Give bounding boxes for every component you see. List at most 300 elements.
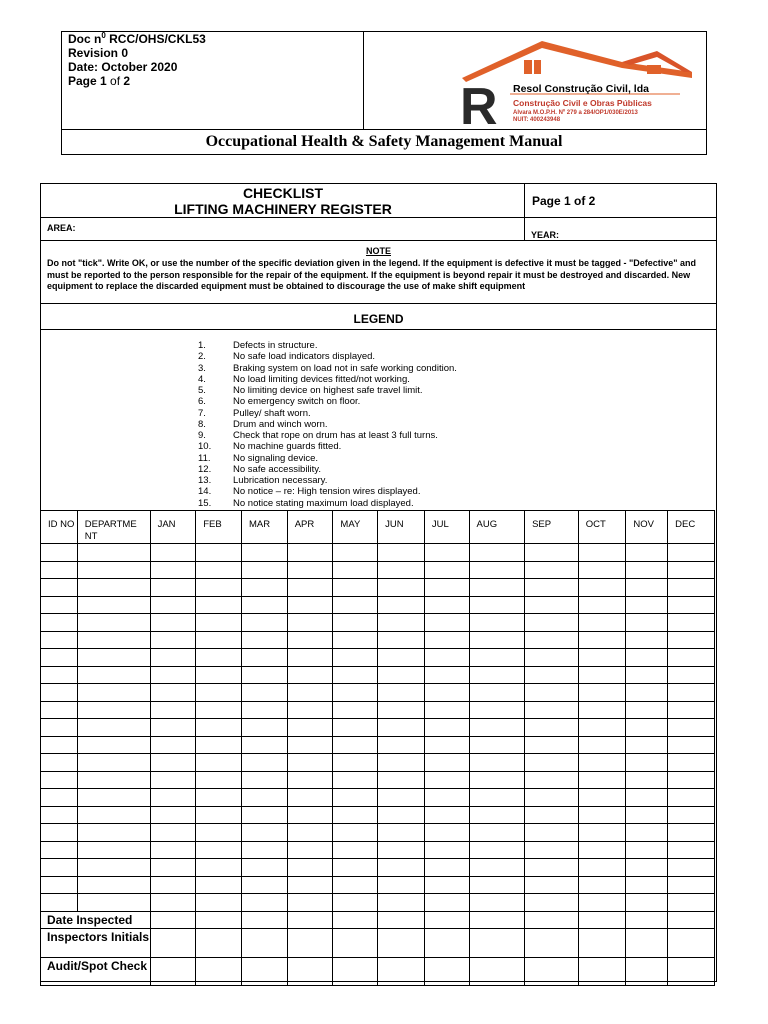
entry-cell[interactable] (469, 544, 525, 562)
entry-cell[interactable] (241, 684, 287, 702)
entry-cell[interactable] (626, 596, 668, 614)
entry-cell[interactable] (77, 754, 150, 772)
entry-cell[interactable] (150, 859, 196, 877)
entry-cell[interactable] (578, 841, 626, 859)
entry-cell[interactable] (424, 911, 469, 928)
entry-cell[interactable] (77, 806, 150, 824)
entry-cell[interactable] (424, 719, 469, 737)
entry-cell[interactable] (196, 666, 242, 684)
entry-cell[interactable] (196, 561, 242, 579)
entry-cell[interactable] (41, 859, 78, 877)
entry-cell[interactable] (424, 928, 469, 957)
entry-cell[interactable] (150, 579, 196, 597)
entry-cell[interactable] (578, 894, 626, 912)
entry-cell[interactable] (668, 789, 715, 807)
entry-cell[interactable] (578, 631, 626, 649)
entry-cell[interactable] (626, 701, 668, 719)
entry-cell[interactable] (77, 544, 150, 562)
entry-cell[interactable] (578, 736, 626, 754)
entry-cell[interactable] (378, 928, 425, 957)
entry-cell[interactable] (469, 596, 525, 614)
entry-cell[interactable] (668, 841, 715, 859)
entry-cell[interactable] (241, 719, 287, 737)
entry-cell[interactable] (578, 911, 626, 928)
entry-cell[interactable] (626, 841, 668, 859)
entry-cell[interactable] (287, 649, 333, 667)
entry-cell[interactable] (77, 736, 150, 754)
entry-cell[interactable] (424, 789, 469, 807)
entry-cell[interactable] (378, 894, 425, 912)
entry-cell[interactable] (578, 666, 626, 684)
entry-cell[interactable] (525, 824, 579, 842)
entry-cell[interactable] (241, 596, 287, 614)
entry-cell[interactable] (469, 789, 525, 807)
entry-cell[interactable] (77, 789, 150, 807)
entry-cell[interactable] (626, 631, 668, 649)
entry-cell[interactable] (668, 666, 715, 684)
entry-cell[interactable] (77, 771, 150, 789)
entry-cell[interactable] (626, 561, 668, 579)
entry-cell[interactable] (378, 771, 425, 789)
entry-cell[interactable] (287, 719, 333, 737)
entry-cell[interactable] (525, 736, 579, 754)
entry-cell[interactable] (378, 957, 425, 985)
entry-cell[interactable] (241, 754, 287, 772)
entry-cell[interactable] (469, 579, 525, 597)
entry-cell[interactable] (241, 894, 287, 912)
entry-cell[interactable] (378, 614, 425, 632)
entry-cell[interactable] (424, 614, 469, 632)
entry-cell[interactable] (196, 824, 242, 842)
entry-cell[interactable] (525, 789, 579, 807)
entry-cell[interactable] (525, 754, 579, 772)
entry-cell[interactable] (150, 911, 196, 928)
entry-cell[interactable] (626, 957, 668, 985)
entry-cell[interactable] (378, 561, 425, 579)
entry-cell[interactable] (150, 876, 196, 894)
entry-cell[interactable] (626, 911, 668, 928)
entry-cell[interactable] (469, 824, 525, 842)
entry-cell[interactable] (196, 928, 242, 957)
entry-cell[interactable] (333, 859, 378, 877)
entry-cell[interactable] (378, 789, 425, 807)
entry-cell[interactable] (626, 614, 668, 632)
entry-cell[interactable] (378, 666, 425, 684)
entry-cell[interactable] (333, 579, 378, 597)
entry-cell[interactable] (578, 806, 626, 824)
entry-cell[interactable] (578, 876, 626, 894)
entry-cell[interactable] (287, 701, 333, 719)
entry-cell[interactable] (241, 561, 287, 579)
entry-cell[interactable] (77, 614, 150, 632)
entry-cell[interactable] (333, 631, 378, 649)
entry-cell[interactable] (525, 631, 579, 649)
entry-cell[interactable] (469, 771, 525, 789)
entry-cell[interactable] (469, 894, 525, 912)
entry-cell[interactable] (333, 789, 378, 807)
entry-cell[interactable] (333, 719, 378, 737)
entry-cell[interactable] (626, 736, 668, 754)
entry-cell[interactable] (333, 666, 378, 684)
entry-cell[interactable] (77, 631, 150, 649)
entry-cell[interactable] (626, 876, 668, 894)
entry-cell[interactable] (287, 824, 333, 842)
entry-cell[interactable] (424, 824, 469, 842)
entry-cell[interactable] (241, 579, 287, 597)
entry-cell[interactable] (77, 894, 150, 912)
entry-cell[interactable] (525, 876, 579, 894)
entry-cell[interactable] (196, 789, 242, 807)
entry-cell[interactable] (77, 876, 150, 894)
entry-cell[interactable] (469, 736, 525, 754)
entry-cell[interactable] (41, 596, 78, 614)
entry-cell[interactable] (41, 579, 78, 597)
entry-cell[interactable] (626, 928, 668, 957)
entry-cell[interactable] (41, 754, 78, 772)
entry-cell[interactable] (525, 806, 579, 824)
entry-cell[interactable] (150, 596, 196, 614)
entry-cell[interactable] (77, 841, 150, 859)
entry-cell[interactable] (196, 754, 242, 772)
entry-cell[interactable] (578, 824, 626, 842)
entry-cell[interactable] (241, 841, 287, 859)
entry-cell[interactable] (287, 841, 333, 859)
entry-cell[interactable] (578, 579, 626, 597)
entry-cell[interactable] (626, 754, 668, 772)
entry-cell[interactable] (424, 649, 469, 667)
entry-cell[interactable] (469, 754, 525, 772)
entry-cell[interactable] (525, 579, 579, 597)
entry-cell[interactable] (241, 701, 287, 719)
entry-cell[interactable] (196, 859, 242, 877)
entry-cell[interactable] (668, 736, 715, 754)
entry-cell[interactable] (668, 876, 715, 894)
entry-cell[interactable] (578, 771, 626, 789)
entry-cell[interactable] (196, 771, 242, 789)
entry-cell[interactable] (525, 649, 579, 667)
entry-cell[interactable] (378, 596, 425, 614)
entry-cell[interactable] (77, 824, 150, 842)
entry-cell[interactable] (469, 666, 525, 684)
entry-cell[interactable] (525, 928, 579, 957)
entry-cell[interactable] (626, 771, 668, 789)
entry-cell[interactable] (525, 957, 579, 985)
entry-cell[interactable] (469, 631, 525, 649)
entry-cell[interactable] (41, 789, 78, 807)
entry-cell[interactable] (578, 684, 626, 702)
entry-cell[interactable] (41, 841, 78, 859)
entry-cell[interactable] (424, 596, 469, 614)
entry-cell[interactable] (241, 957, 287, 985)
entry-cell[interactable] (626, 789, 668, 807)
entry-cell[interactable] (668, 928, 715, 957)
entry-cell[interactable] (77, 666, 150, 684)
entry-cell[interactable] (469, 561, 525, 579)
entry-cell[interactable] (333, 894, 378, 912)
entry-cell[interactable] (150, 544, 196, 562)
entry-cell[interactable] (287, 631, 333, 649)
entry-cell[interactable] (333, 806, 378, 824)
entry-cell[interactable] (626, 579, 668, 597)
entry-cell[interactable] (77, 859, 150, 877)
entry-cell[interactable] (469, 841, 525, 859)
entry-cell[interactable] (287, 957, 333, 985)
entry-cell[interactable] (578, 561, 626, 579)
entry-cell[interactable] (150, 631, 196, 649)
entry-cell[interactable] (41, 736, 78, 754)
entry-cell[interactable] (77, 561, 150, 579)
entry-cell[interactable] (333, 957, 378, 985)
entry-cell[interactable] (41, 561, 78, 579)
entry-cell[interactable] (196, 719, 242, 737)
entry-cell[interactable] (333, 928, 378, 957)
entry-cell[interactable] (196, 596, 242, 614)
entry-cell[interactable] (424, 736, 469, 754)
entry-cell[interactable] (424, 806, 469, 824)
entry-cell[interactable] (668, 561, 715, 579)
entry-cell[interactable] (333, 911, 378, 928)
entry-cell[interactable] (241, 859, 287, 877)
entry-cell[interactable] (469, 649, 525, 667)
entry-cell[interactable] (525, 666, 579, 684)
entry-cell[interactable] (287, 666, 333, 684)
entry-cell[interactable] (378, 684, 425, 702)
entry-cell[interactable] (378, 911, 425, 928)
entry-cell[interactable] (287, 928, 333, 957)
entry-cell[interactable] (196, 649, 242, 667)
entry-cell[interactable] (525, 544, 579, 562)
entry-cell[interactable] (241, 911, 287, 928)
entry-cell[interactable] (196, 736, 242, 754)
entry-cell[interactable] (287, 859, 333, 877)
entry-cell[interactable] (287, 684, 333, 702)
entry-cell[interactable] (196, 911, 242, 928)
entry-cell[interactable] (469, 876, 525, 894)
entry-cell[interactable] (668, 631, 715, 649)
year-cell[interactable] (525, 218, 716, 241)
entry-cell[interactable] (626, 544, 668, 562)
entry-cell[interactable] (668, 806, 715, 824)
entry-cell[interactable] (150, 754, 196, 772)
entry-cell[interactable] (469, 614, 525, 632)
entry-cell[interactable] (241, 824, 287, 842)
entry-cell[interactable] (378, 649, 425, 667)
entry-cell[interactable] (525, 911, 579, 928)
entry-cell[interactable] (626, 649, 668, 667)
entry-cell[interactable] (333, 771, 378, 789)
entry-cell[interactable] (378, 579, 425, 597)
entry-cell[interactable] (77, 684, 150, 702)
entry-cell[interactable] (424, 631, 469, 649)
area-cell[interactable] (41, 218, 525, 241)
entry-cell[interactable] (469, 719, 525, 737)
entry-cell[interactable] (668, 579, 715, 597)
entry-cell[interactable] (424, 957, 469, 985)
entry-cell[interactable] (668, 771, 715, 789)
entry-cell[interactable] (77, 719, 150, 737)
entry-cell[interactable] (333, 561, 378, 579)
entry-cell[interactable] (578, 957, 626, 985)
entry-cell[interactable] (333, 614, 378, 632)
entry-cell[interactable] (378, 841, 425, 859)
entry-cell[interactable] (333, 684, 378, 702)
entry-cell[interactable] (150, 649, 196, 667)
entry-cell[interactable] (668, 957, 715, 985)
entry-cell[interactable] (150, 736, 196, 754)
entry-cell[interactable] (578, 859, 626, 877)
entry-cell[interactable] (150, 561, 196, 579)
entry-cell[interactable] (626, 824, 668, 842)
entry-cell[interactable] (578, 614, 626, 632)
entry-cell[interactable] (578, 754, 626, 772)
entry-cell[interactable] (668, 719, 715, 737)
entry-cell[interactable] (41, 824, 78, 842)
entry-cell[interactable] (424, 684, 469, 702)
entry-cell[interactable] (241, 771, 287, 789)
entry-cell[interactable] (668, 894, 715, 912)
entry-cell[interactable] (196, 957, 242, 985)
entry-cell[interactable] (525, 771, 579, 789)
entry-cell[interactable] (424, 666, 469, 684)
entry-cell[interactable] (41, 614, 78, 632)
entry-cell[interactable] (41, 894, 78, 912)
entry-cell[interactable] (626, 806, 668, 824)
entry-cell[interactable] (333, 596, 378, 614)
entry-cell[interactable] (287, 754, 333, 772)
entry-cell[interactable] (525, 859, 579, 877)
entry-cell[interactable] (424, 544, 469, 562)
entry-cell[interactable] (287, 771, 333, 789)
entry-cell[interactable] (525, 894, 579, 912)
entry-cell[interactable] (196, 841, 242, 859)
entry-cell[interactable] (196, 806, 242, 824)
entry-cell[interactable] (150, 684, 196, 702)
entry-cell[interactable] (287, 736, 333, 754)
entry-cell[interactable] (196, 684, 242, 702)
entry-cell[interactable] (287, 614, 333, 632)
entry-cell[interactable] (287, 876, 333, 894)
entry-cell[interactable] (424, 701, 469, 719)
entry-cell[interactable] (150, 789, 196, 807)
entry-cell[interactable] (150, 806, 196, 824)
entry-cell[interactable] (578, 596, 626, 614)
entry-cell[interactable] (241, 614, 287, 632)
entry-cell[interactable] (626, 859, 668, 877)
entry-cell[interactable] (525, 561, 579, 579)
entry-cell[interactable] (668, 754, 715, 772)
entry-cell[interactable] (241, 928, 287, 957)
entry-cell[interactable] (378, 859, 425, 877)
entry-cell[interactable] (469, 684, 525, 702)
entry-cell[interactable] (668, 859, 715, 877)
entry-cell[interactable] (578, 789, 626, 807)
entry-cell[interactable] (41, 666, 78, 684)
entry-cell[interactable] (424, 841, 469, 859)
entry-cell[interactable] (378, 701, 425, 719)
entry-cell[interactable] (424, 876, 469, 894)
entry-cell[interactable] (77, 579, 150, 597)
entry-cell[interactable] (378, 806, 425, 824)
entry-cell[interactable] (525, 719, 579, 737)
entry-cell[interactable] (578, 544, 626, 562)
entry-cell[interactable] (469, 928, 525, 957)
entry-cell[interactable] (424, 894, 469, 912)
entry-cell[interactable] (241, 789, 287, 807)
entry-cell[interactable] (150, 666, 196, 684)
entry-cell[interactable] (150, 894, 196, 912)
entry-cell[interactable] (333, 649, 378, 667)
entry-cell[interactable] (41, 806, 78, 824)
entry-cell[interactable] (469, 957, 525, 985)
entry-cell[interactable] (525, 841, 579, 859)
entry-cell[interactable] (525, 684, 579, 702)
entry-cell[interactable] (150, 614, 196, 632)
entry-cell[interactable] (578, 701, 626, 719)
entry-cell[interactable] (333, 544, 378, 562)
entry-cell[interactable] (41, 701, 78, 719)
entry-cell[interactable] (333, 876, 378, 894)
entry-cell[interactable] (525, 701, 579, 719)
entry-cell[interactable] (469, 806, 525, 824)
entry-cell[interactable] (196, 701, 242, 719)
entry-cell[interactable] (668, 824, 715, 842)
entry-cell[interactable] (668, 614, 715, 632)
entry-cell[interactable] (287, 579, 333, 597)
entry-cell[interactable] (378, 736, 425, 754)
entry-cell[interactable] (41, 631, 78, 649)
entry-cell[interactable] (469, 701, 525, 719)
entry-cell[interactable] (378, 544, 425, 562)
entry-cell[interactable] (469, 859, 525, 877)
entry-cell[interactable] (578, 928, 626, 957)
entry-cell[interactable] (287, 894, 333, 912)
entry-cell[interactable] (378, 754, 425, 772)
entry-cell[interactable] (150, 957, 196, 985)
entry-cell[interactable] (333, 701, 378, 719)
entry-cell[interactable] (77, 649, 150, 667)
entry-cell[interactable] (287, 806, 333, 824)
entry-cell[interactable] (626, 894, 668, 912)
entry-cell[interactable] (378, 824, 425, 842)
entry-cell[interactable] (241, 666, 287, 684)
entry-cell[interactable] (287, 561, 333, 579)
entry-cell[interactable] (41, 876, 78, 894)
entry-cell[interactable] (626, 684, 668, 702)
entry-cell[interactable] (424, 579, 469, 597)
entry-cell[interactable] (668, 544, 715, 562)
entry-cell[interactable] (41, 719, 78, 737)
entry-cell[interactable] (424, 561, 469, 579)
entry-cell[interactable] (668, 911, 715, 928)
entry-cell[interactable] (41, 649, 78, 667)
entry-cell[interactable] (150, 701, 196, 719)
entry-cell[interactable] (241, 631, 287, 649)
entry-cell[interactable] (668, 684, 715, 702)
entry-cell[interactable] (41, 771, 78, 789)
entry-cell[interactable] (287, 544, 333, 562)
entry-cell[interactable] (150, 841, 196, 859)
entry-cell[interactable] (578, 649, 626, 667)
entry-cell[interactable] (333, 754, 378, 772)
entry-cell[interactable] (668, 649, 715, 667)
entry-cell[interactable] (196, 544, 242, 562)
entry-cell[interactable] (424, 771, 469, 789)
entry-cell[interactable] (333, 824, 378, 842)
entry-cell[interactable] (77, 596, 150, 614)
entry-cell[interactable] (196, 579, 242, 597)
entry-cell[interactable] (424, 859, 469, 877)
entry-cell[interactable] (150, 928, 196, 957)
